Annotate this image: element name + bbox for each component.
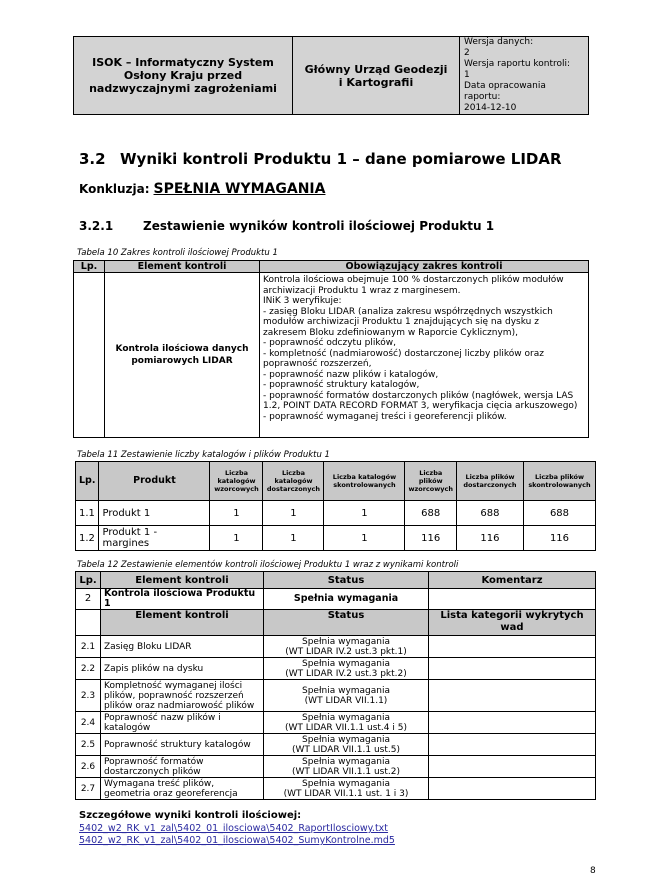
subsection-title: Zestawienie wyników kontroli ilościowej Produktu 1 [143, 219, 495, 233]
subsection-heading [79, 219, 494, 233]
report-version: 1 [464, 70, 470, 80]
section-heading [79, 150, 562, 168]
t12-main-status: Spełnia wymagania [264, 589, 429, 610]
status-text: Spełnia wymagania [301, 636, 391, 647]
scope-line: - zasięg Bloku LIDAR (analiza zakresu współrzędnych wszystkich modułów archiwizacji Produktu 1 znajdujących się na dysku z zakresem Bloku zdefiniowanym w Raporcie Cyklicznym), [263, 306, 553, 338]
table-row [76, 756, 596, 778]
t11-cell: 1 [210, 501, 263, 526]
status-ref: (WT LIDAR VII.1.1 ust.4 i 5) [285, 722, 407, 733]
t11-cell: 1 [324, 526, 405, 551]
scope-line: - poprawność odczytu plików, [263, 338, 396, 348]
t12-cell-defects [429, 778, 596, 800]
t12-cell-defects [429, 734, 596, 756]
t11-header-lp: Lp. [76, 462, 99, 501]
subsection-number: 3.2.1 [79, 219, 114, 233]
t12-cell-element: Poprawność nazw plików i katalogów [101, 712, 264, 734]
t10-header-element: Element kontroli [105, 261, 260, 273]
t11-cell: 1 [210, 526, 263, 551]
t11-header-files-delivered: Liczba plików dostarczonych [456, 462, 523, 501]
t12-cell-lp: 2.6 [76, 756, 101, 778]
t10-header-scope: Obowiązujący zakres kontroli [260, 261, 589, 273]
t11-header-files-checked: Liczba plików skontrolowanych [523, 462, 595, 501]
t12-cell-defects [429, 636, 596, 658]
t12-cell-element: Wymagana treść plików, geometria oraz georeferencja [101, 778, 264, 800]
table-row [76, 526, 596, 551]
t12-header-element: Element kontroli [101, 572, 264, 589]
data-version-label: Wersja danych: [464, 37, 534, 47]
report-date-label: Data opracowania raportu: [464, 81, 546, 102]
t12-cell-status [264, 680, 429, 712]
status-ref: (WT LIDAR VII.1.1 ust. 1 i 3) [283, 788, 409, 799]
scope-line: INiK 3 weryfikuje: [263, 296, 342, 306]
t12-cell-status [264, 636, 429, 658]
status-text: Spełnia wymagania [301, 685, 391, 696]
table-row [76, 712, 596, 734]
table12-caption: Tabela 12 Zestawienie elementów kontroli ilościowej Produktu 1 wraz z wynikami kontroli [77, 560, 459, 570]
status-text: Spełnia wymagania [301, 756, 391, 767]
header-meta [460, 37, 589, 115]
t12-header-status: Status [264, 572, 429, 589]
scope-line: Kontrola ilościowa obejmuje 100 % dostarczonych plików modułów archiwizacji Produktu 1 wraz z marginesem. [263, 275, 564, 296]
t12-cell-defects [429, 680, 596, 712]
t12-subheader-element: Element kontroli [101, 610, 264, 636]
t12-cell-lp: 2.7 [76, 778, 101, 800]
details-label: Szczegółowe wyniki kontroli ilościowej: [79, 810, 302, 821]
t12-main-lp: 2 [76, 589, 101, 610]
checksum-file-link[interactable]: 5402_w2_RK_v1_zal\5402_01_ilosciowa\5402_SumyKontrolne.md5 [79, 835, 395, 846]
t12-cell-element: Poprawność formatów dostarczonych plików [101, 756, 264, 778]
header-system-name: ISOK – Informatyczny System Osłony Kraju przed nadzwyczajnymi zagrożeniami [74, 37, 293, 115]
t11-cell: 688 [456, 501, 523, 526]
t11-header-dirs-ref: Liczba katalogów wzorcowych [210, 462, 263, 501]
table12 [75, 571, 596, 800]
t12-cell-defects [429, 712, 596, 734]
t12-header-lp: Lp. [76, 572, 101, 589]
scope-line: - kompletność (nadmiarowość) dostarczonej liczby plików oraz poprawność rozszerzeń, [263, 348, 544, 369]
t12-cell-lp: 2.1 [76, 636, 101, 658]
data-version: 2 [464, 48, 470, 58]
t12-cell-lp: 2.5 [76, 734, 101, 756]
t12-main-element: Kontrola ilościowa Produktu 1 [101, 589, 264, 610]
report-file-link[interactable]: 5402_w2_RK_v1_zal\5402_01_ilosciowa\5402_RaportIlosciowy.txt [79, 823, 389, 834]
t12-cell-lp: 2.3 [76, 680, 101, 712]
status-text: Spełnia wymagania [301, 734, 391, 745]
page-number: 8 [590, 866, 596, 876]
status-ref: (WT LIDAR VII.1.1 ust.5) [292, 744, 400, 755]
t12-main-comment [429, 589, 596, 610]
scope-line: - poprawność nazw plików i katalogów, [263, 369, 439, 380]
status-ref: (WT LIDAR VII.1.1 ust.2) [292, 766, 400, 777]
t10-cell-scope [260, 273, 589, 438]
t12-cell-element: Zasięg Bloku LIDAR [101, 636, 264, 658]
table-row [76, 778, 596, 800]
t12-cell-element: Kompletność wymaganej ilości plików, poprawność rozszerzeń plików oraz nadmiarowość plików [101, 680, 264, 712]
t10-cell-element: Kontrola ilościowa danych pomiarowych LIDAR [105, 273, 260, 438]
table-row [76, 636, 596, 658]
t12-subheader-status: Status [264, 610, 429, 636]
t12-cell-defects [429, 658, 596, 680]
table-row [76, 501, 596, 526]
table10-caption: Tabela 10 Zakres kontroli ilościowej Produktu 1 [77, 248, 278, 258]
header-organization: Główny Urząd Geodezji i Kartografii [293, 37, 460, 115]
t11-cell: 116 [456, 526, 523, 551]
t12-cell-element: Zapis plików na dysku [101, 658, 264, 680]
conclusion [79, 181, 325, 197]
section-number: 3.2 [79, 150, 106, 168]
t11-header-dirs-delivered: Liczba katalogów dostarczonych [263, 462, 324, 501]
status-text: Spełnia wymagania [301, 778, 391, 789]
t11-cell: 688 [523, 501, 595, 526]
t11-cell: 1 [263, 501, 324, 526]
t11-cell: 116 [523, 526, 595, 551]
t11-cell: Produkt 1 - margines [99, 526, 210, 551]
t11-header-product: Produkt [99, 462, 210, 501]
t12-header-comment: Komentarz [429, 572, 596, 589]
table-row [76, 680, 596, 712]
status-ref: (WT LIDAR IV.2 ust.3 pkt.2) [285, 668, 407, 679]
t11-cell: 1.1 [76, 501, 99, 526]
t12-cell-status [264, 712, 429, 734]
t11-cell: 1 [324, 501, 405, 526]
conclusion-label: Konkluzja: [79, 182, 150, 196]
t12-cell-status [264, 756, 429, 778]
conclusion-value: SPEŁNIA WYMAGANIA [153, 181, 326, 197]
t12-cell-status [264, 734, 429, 756]
t12-subheader-blank [76, 610, 101, 636]
t12-cell-status [264, 778, 429, 800]
report-date: 2014-12-10 [464, 103, 517, 113]
section-title: Wyniki kontroli Produktu 1 – dane pomiarowe LIDAR [120, 150, 562, 168]
t11-cell: 1.2 [76, 526, 99, 551]
t11-cell: Produkt 1 [99, 501, 210, 526]
status-ref: (WT LIDAR VII.1.1) [304, 695, 388, 706]
table11 [75, 461, 596, 551]
t10-header-lp: Lp. [74, 261, 105, 273]
table-row [76, 589, 596, 610]
t12-subheader-defects: Lista kategorii wykrytych wad [429, 610, 596, 636]
t11-header-dirs-checked: Liczba katalogów skontrolowanych [324, 462, 405, 501]
scope-line: - poprawność wymaganej treści i georeferencji plików. [263, 411, 507, 422]
scope-line: - poprawność formatów dostarczonych plików (nagłówek, wersja LAS 1.2, POINT DATA RECORD FORMAT 3, weryfikacja cięcia arkuszowego) [263, 390, 578, 411]
table-row [76, 658, 596, 680]
document-header [73, 36, 589, 115]
t12-cell-lp: 2.2 [76, 658, 101, 680]
t12-cell-lp: 2.4 [76, 712, 101, 734]
status-text: Spełnia wymagania [301, 712, 391, 723]
t10-cell-lp [74, 273, 105, 438]
scope-line: - poprawność struktury katalogów, [263, 380, 420, 390]
t12-cell-defects [429, 756, 596, 778]
status-text: Spełnia wymagania [301, 658, 391, 669]
t11-cell: 116 [405, 526, 457, 551]
table10 [73, 260, 589, 438]
report-version-label: Wersja raportu kontroli: [464, 59, 571, 69]
t11-cell: 688 [405, 501, 457, 526]
t11-header-files-ref: Liczba plików wzorcowych [405, 462, 457, 501]
status-ref: (WT LIDAR IV.2 ust.3 pkt.1) [285, 646, 407, 657]
t12-cell-element: Poprawność struktury katalogów [101, 734, 264, 756]
table-row [76, 734, 596, 756]
t11-cell: 1 [263, 526, 324, 551]
t12-cell-status [264, 658, 429, 680]
table11-caption: Tabela 11 Zestawienie liczby katalogów i plików Produktu 1 [77, 450, 330, 460]
